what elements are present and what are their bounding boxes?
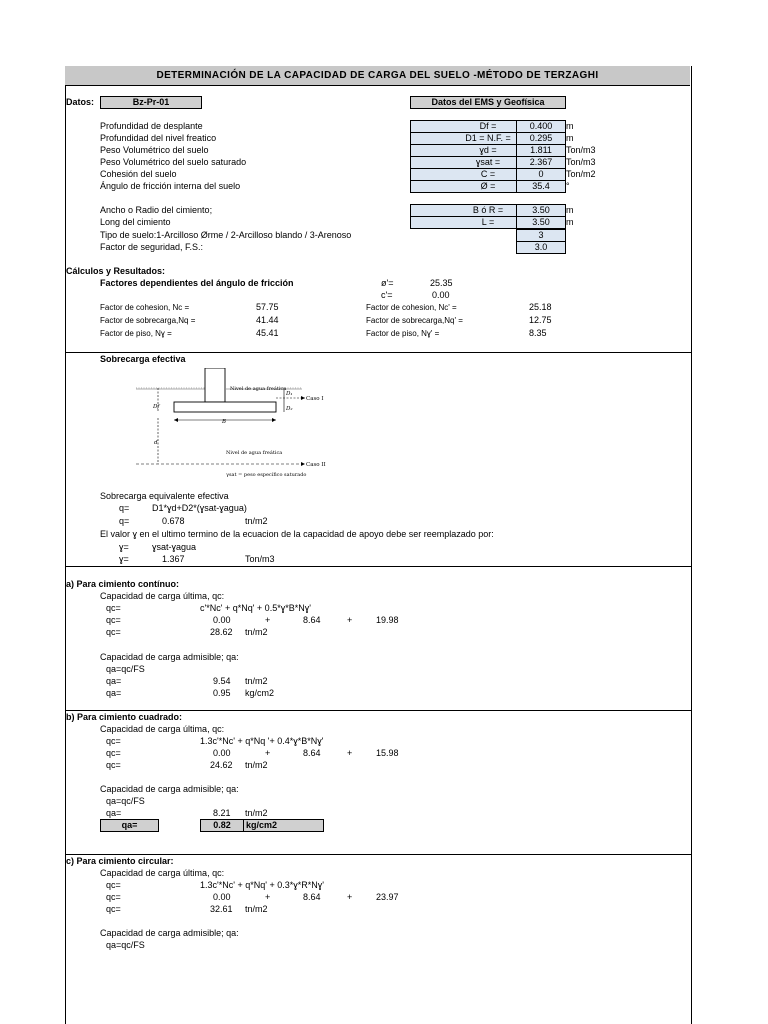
gamma-label-2: ɣ= — [119, 554, 129, 564]
gamma-label: ɣ= — [119, 542, 129, 552]
geometry-value[interactable]: 3.50 — [516, 216, 566, 229]
section-a-qa-label: qa= — [106, 688, 122, 698]
section-c-qc-label: qc= — [106, 892, 121, 902]
divider — [65, 854, 691, 855]
gamma-unit: Ton/m3 — [245, 554, 275, 564]
divider — [65, 710, 691, 711]
param-label: Profundidad del nivel freatico — [100, 133, 217, 143]
section-b-term: 8.64 — [303, 748, 321, 758]
section-b-qa1: 8.21 — [213, 808, 231, 818]
param-symbol: D1 = N.F. = — [410, 132, 566, 145]
param-value[interactable]: 35.4 — [516, 180, 566, 193]
fig-caso1: Caso I — [306, 396, 324, 402]
section-a-ult-title: Capacidad de carga última, qc: — [100, 591, 225, 601]
factor-left-value: 57.75 — [256, 302, 279, 312]
section-c-qc-label: qc= — [106, 880, 121, 890]
param-symbol: ɣsat = — [410, 156, 566, 169]
fig-b: B — [222, 419, 227, 425]
geometry-label: Factor de seguridad, F.S.: — [100, 242, 204, 252]
section-b-heading: b) Para cimiento cuadrado: — [66, 712, 183, 722]
fig-d1: D₁ — [286, 391, 293, 397]
section-b-term: + — [347, 748, 353, 758]
param-label: Cohesión del suelo — [100, 169, 177, 179]
param-value[interactable]: 1.811 — [516, 144, 566, 157]
section-b-term: 15.98 — [376, 748, 399, 758]
fig-df: Df — [153, 404, 160, 410]
q-label-2: q= — [119, 516, 130, 526]
section-a-qa2-unit: kg/cm2 — [245, 688, 275, 698]
param-value[interactable]: 0.295 — [516, 132, 566, 145]
geometry-label: Tipo de suelo:1-Arcilloso Ørme / 2-Arcilloso blando / 3-Arenoso — [100, 230, 352, 240]
section-c-qc-value: 32.61 — [210, 904, 233, 914]
q-label: q= — [119, 503, 130, 513]
section-c-term: 0.00 — [213, 892, 231, 902]
param-label: Profundidad de desplante — [100, 121, 203, 131]
section-c-term: 8.64 — [303, 892, 321, 902]
factor-right-label: Factor de cohesion, Nc' = — [366, 303, 457, 312]
section-b-ult-title: Capacidad de carga última, qc: — [100, 724, 225, 734]
section-c-term: 23.97 — [376, 892, 399, 902]
c-value: 0.00 — [432, 290, 450, 300]
param-symbol: Ø = — [410, 180, 566, 193]
sobrecarga-heading: Sobrecarga efectiva — [100, 354, 186, 364]
geometry-value[interactable]: 3.0 — [516, 241, 566, 254]
geometry-unit: m — [566, 205, 574, 215]
section-b-qc-label: qc= — [106, 748, 121, 758]
c-label: c'= — [381, 290, 393, 300]
section-a-term: 0.00 — [213, 615, 231, 625]
factor-left-label: Factor de piso, Nɣ = — [100, 329, 172, 338]
section-a-qa1-unit: tn/m2 — [245, 676, 268, 686]
section-b-qc-label: qc= — [106, 736, 121, 746]
geometry-label: Ancho o Radio del cimiento; — [100, 205, 213, 215]
footing-diagram — [130, 368, 352, 482]
geometry-symbol: L = — [410, 216, 566, 229]
factor-right-value: 25.18 — [529, 302, 552, 312]
section-c-term: + — [265, 892, 271, 902]
geometry-value[interactable]: 3 — [516, 229, 566, 242]
gamma-formula: ɣsat-ɣagua — [152, 542, 197, 552]
section-a-qa-label: qa= — [106, 676, 122, 686]
q-value: 0.678 — [162, 516, 185, 526]
factor-right-value: 8.35 — [529, 328, 547, 338]
geometry-value[interactable]: 3.50 — [516, 204, 566, 217]
param-label: Ángulo de fricción interna del suelo — [100, 181, 241, 191]
gamma-note: El valor ɣ en el ultimo termino de la ecuacion de la capacidad de apoyo debe ser reemplazado por: — [100, 529, 494, 539]
section-b-adm-title: Capacidad de carga admisible; qa: — [100, 784, 239, 794]
factor-right-label: Factor de sobrecarga,Nq' = — [366, 316, 463, 325]
divider — [65, 566, 691, 567]
phi-value: 25.35 — [430, 278, 453, 288]
section-c-heading: c) Para cimiento circular: — [66, 856, 174, 866]
section-a-qa2: 0.95 — [213, 688, 231, 698]
section-a-term: + — [265, 615, 271, 625]
factor-left-value: 41.44 — [256, 315, 279, 325]
param-symbol: Df = — [410, 120, 566, 133]
param-label: Peso Volumétrico del suelo saturado — [100, 157, 247, 167]
fig-caso2: Caso II — [306, 462, 326, 468]
datos-label: Datos: — [66, 97, 95, 107]
param-label: Peso Volumétrico del suelo — [100, 145, 209, 155]
param-unit: ° — [566, 181, 570, 191]
section-c-term: + — [347, 892, 353, 902]
section-b-qc-value: 24.62 — [210, 760, 233, 770]
section-a-adm-title: Capacidad de carga admisible; qa: — [100, 652, 239, 662]
section-c-formula: 1.3c'*Nc' + q*Nq' + 0.3*ɣ*R*Nɣ' — [200, 880, 324, 890]
section-c-ult-title: Capacidad de carga última, qc: — [100, 868, 225, 878]
section-a-qc-unit: tn/m2 — [245, 627, 268, 637]
gamma-value: 1.367 — [162, 554, 185, 564]
section-b-qa2-unit: kg/cm2 — [243, 819, 324, 832]
param-value[interactable]: 0 — [516, 168, 566, 181]
divider — [65, 352, 691, 353]
q-unit: tn/m2 — [245, 516, 268, 526]
section-a-qc-value: 28.62 — [210, 627, 233, 637]
section-c-qc-label: qc= — [106, 904, 121, 914]
section-a-qc-label: qc= — [106, 603, 121, 613]
param-unit: m — [566, 133, 574, 143]
section-c-qc-unit: tn/m2 — [245, 904, 268, 914]
section-b-qa-highlight-label: qa= — [100, 819, 159, 832]
geometry-symbol: B ó R = — [410, 204, 566, 217]
factor-right-value: 12.75 — [529, 315, 552, 325]
calc-heading: Cálculos y Resultados: — [66, 266, 166, 276]
section-b-qa-label: qa= — [106, 808, 122, 818]
section-a-term: 19.98 — [376, 615, 399, 625]
param-unit: m — [566, 121, 574, 131]
section-b-qa1-unit: tn/m2 — [245, 808, 268, 818]
param-value[interactable]: 0.400 — [516, 120, 566, 133]
datos-source: Datos del EMS y Geofísica — [410, 96, 566, 109]
fig-nivel2: Nivel de agua freática — [226, 450, 283, 456]
section-a-adm-formula: qa=qc/FS — [106, 664, 145, 674]
factor-right-label: Factor de piso, Nɣ' = — [366, 329, 440, 338]
section-a-term: 8.64 — [303, 615, 321, 625]
section-b-term: + — [265, 748, 271, 758]
param-unit: Ton/m3 — [566, 157, 596, 167]
section-c-adm-formula: qa=qc/FS — [106, 940, 145, 950]
datos-id[interactable]: Bz-Pr-01 — [100, 96, 202, 109]
section-a-formula: c'*Nc' + q*Nq' + 0.5*ɣ*B*Nɣ' — [200, 603, 311, 613]
param-symbol: C = — [410, 168, 566, 181]
section-b-qa2: 0.82 — [200, 819, 244, 832]
section-b-term: 0.00 — [213, 748, 231, 758]
geometry-label: Long del cimiento — [100, 217, 171, 227]
sobrecarga-line1: Sobrecarga equivalente efectiva — [100, 491, 229, 501]
section-a-heading: a) Para cimiento contínuo: — [66, 579, 180, 589]
calc-subheading: Factores dependientes del ángulo de fricción — [100, 278, 294, 288]
section-b-qc-unit: tn/m2 — [245, 760, 268, 770]
param-value[interactable]: 2.367 — [516, 156, 566, 169]
section-b-formula: 1.3c'*Nc' + q*Nq '+ 0.4*ɣ*B*Nɣ' — [200, 736, 324, 746]
phi-label: ø'= — [381, 278, 394, 288]
page-title: DETERMINACIÓN DE LA CAPACIDAD DE CARGA DEL SUELO -MÉTODO DE TERZAGHI — [65, 66, 690, 86]
param-symbol: ɣd = — [410, 144, 566, 157]
fig-gsat: γsat = peso específico saturado — [226, 472, 307, 478]
factor-left-label: Factor de sobrecarga,Nq = — [100, 316, 196, 325]
q-formula: D1*ɣd+D2*(ɣsat-ɣagua) — [152, 503, 247, 513]
fig-d: d — [154, 440, 158, 446]
fig-nivel1: Nivel de agua freática — [230, 386, 287, 392]
param-unit: Ton/m2 — [566, 169, 596, 179]
section-a-qc-label: qc= — [106, 627, 121, 637]
param-unit: Ton/m3 — [566, 145, 596, 155]
fig-d2: D₂ — [286, 406, 293, 412]
geometry-unit: m — [566, 217, 574, 227]
factor-left-value: 45.41 — [256, 328, 279, 338]
factor-left-label: Factor de cohesion, Nc = — [100, 303, 190, 312]
section-a-qa1: 9.54 — [213, 676, 231, 686]
section-c-adm-title: Capacidad de carga admisible; qa: — [100, 928, 239, 938]
section-b-qc-label: qc= — [106, 760, 121, 770]
section-a-qc-label: qc= — [106, 615, 121, 625]
section-b-adm-formula: qa=qc/FS — [106, 796, 145, 806]
section-a-term: + — [347, 615, 353, 625]
